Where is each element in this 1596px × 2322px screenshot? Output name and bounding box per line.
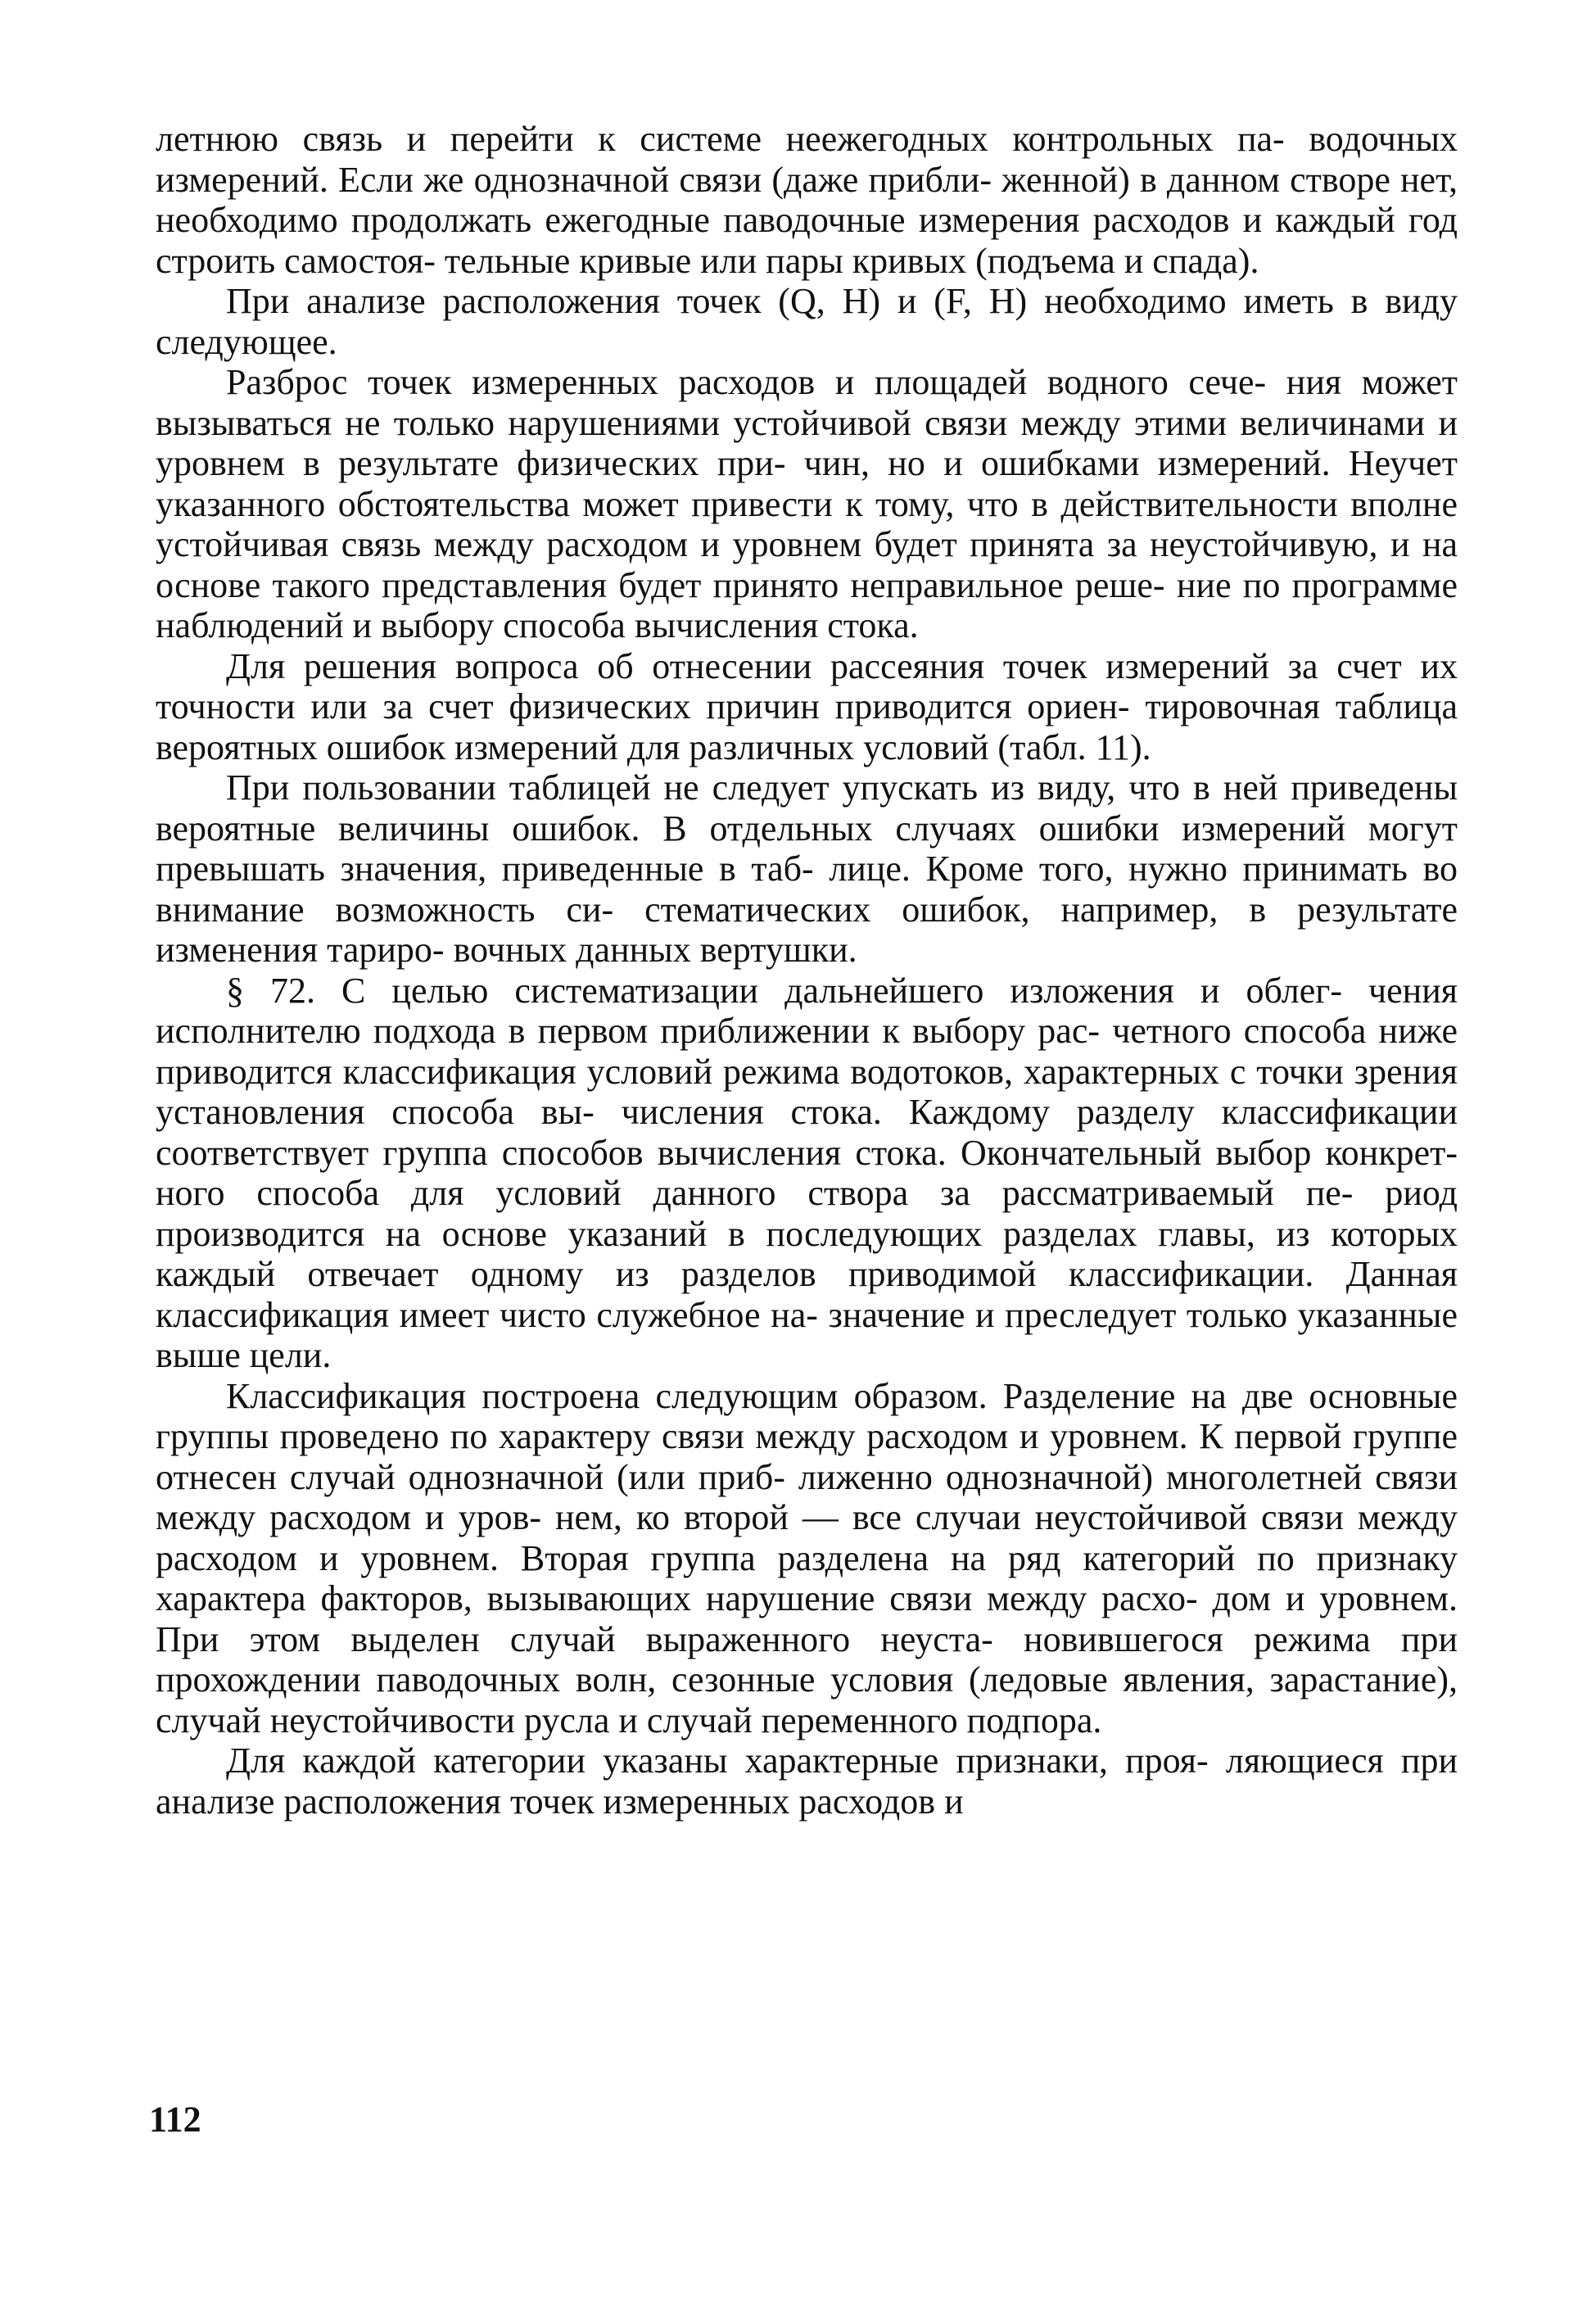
text-line: чин, но и ошибками измерений. Неучет указанного обстоятельства: [156, 443, 1458, 524]
text-line: новившегося режима при прохождении паводочных волн, сезонные: [156, 1618, 1458, 1700]
text-line: главы, из которых каждый отвечает одному из разделов приводимой: [156, 1213, 1458, 1294]
text-line: риод производится на основе указаний в последующих разделах: [156, 1173, 1458, 1254]
text-line: ния может вызываться не только нарушениями устойчивой связи: [156, 362, 1458, 443]
text-line: между этими величинами и уровнем в результате физических при-: [156, 402, 1458, 483]
text-line: Для каждой категории указаны характерные признаки, проя-: [226, 1740, 1209, 1781]
text-line: и уровнем. К первой группе отнесен случай однозначной (или приб-: [156, 1416, 1458, 1497]
text-line: русла и случай переменного подпора.: [523, 1700, 1102, 1740]
text-line: ного способа для условий данного створа за рассматриваемый пе-: [156, 1173, 1354, 1213]
text-line: нем, ко второй — все случаи неустойчивой связи между расходом: [156, 1497, 1458, 1578]
text-line: группа способов вычисления стока. Окончательный выбор конкрет-: [382, 1132, 1458, 1173]
text-line: две основные группы проведено по характеру связи между расходом: [156, 1375, 1458, 1456]
text-line: классификации. Данная классификация имеет чисто служебное на-: [156, 1254, 1458, 1335]
text-line: паводочные измерения расходов и каждый год строить самостоя-: [156, 200, 1458, 281]
paragraph-2: [156, 281, 1458, 362]
text-line: характера факторов, вызывающих нарушение связи между расхо-: [156, 1578, 1198, 1618]
text-line: водочных измерений. Если же однозначной связи (даже прибли-: [156, 119, 1458, 200]
text-line: иметь в виду следующее.: [156, 281, 1458, 362]
text-line: чения исполнителю подхода в первом приближении к выбору рас-: [156, 970, 1458, 1051]
paragraph-5: [156, 767, 1458, 971]
paragraph-8: [156, 1740, 1458, 1822]
text-line: лиженно однозначной) многолетней связи между расходом и уров-: [156, 1456, 1458, 1537]
text-line: Для решения вопроса об отнесении рассеяния точек измерений: [226, 645, 1269, 686]
text-line: в ней приведены вероятные величины ошибок. В отдельных случаях: [156, 767, 1458, 849]
text-line: условий (табл. 11).: [863, 726, 1151, 767]
text-line: женной) в данном створе нет, необходимо продолжать ежегодные: [156, 159, 1458, 240]
text-line: связь между расходом и уровнем будет принята за неустойчивую, и: [341, 524, 1410, 564]
paragraph-6: [156, 971, 1458, 1376]
text-line: стематических ошибок, например, в результате изменения тариро-: [156, 889, 1458, 970]
paragraph-7: [156, 1376, 1458, 1741]
text-line: При пользовании таблицей не следует упускать из виду, что: [226, 767, 1181, 808]
paragraph-4: [156, 646, 1458, 768]
text-line: При анализе расположения точек (Q, H) и (F, H) необходимо: [226, 281, 1227, 321]
text-line: условия (ледовые явления, зарастание), случай неустойчивости: [156, 1659, 1458, 1740]
text-line: ляющиеся при анализе расположения точек измеренных расходов и: [156, 1740, 1458, 1822]
text-line: может привести к тому, что в действительности вполне устойчивая: [156, 483, 1458, 564]
text-line: тировочная таблица вероятных ошибок измерений для различных: [156, 686, 1458, 767]
text-line: значение и преследует только указанные выше цели.: [156, 1294, 1458, 1375]
text-line: тельные кривые или пары кривых (подъема и спада).: [444, 240, 1259, 281]
text-line: за счет их точности или за счет физических причин приводится ориен-: [156, 645, 1458, 726]
text-line: § 72. С целью систематизации дальнейшего изложения и облег-: [226, 970, 1342, 1011]
text-line: водотоков, характерных с точки зрения установления способа вы-: [156, 1051, 1458, 1132]
text-line: лице. Кроме того, нужно принимать во внимание возможность си-: [156, 849, 1458, 930]
page-body: [156, 119, 1458, 1822]
text-line: Разброс точек измеренных расходов и площадей водного сече-: [226, 362, 1267, 402]
text-line: летнюю связь и перейти к системе неежегодных контрольных па-: [156, 119, 1285, 159]
text-line: и уровнем. Вторая группа разделена на ряд категорий по признаку: [319, 1537, 1458, 1578]
text-line: вочных данных вертушки.: [453, 930, 857, 970]
text-line: на основе такого представления будет принято неправильное реше-: [156, 524, 1458, 605]
text-line: Классификация построена следующим образом. Разделение на: [226, 1375, 1227, 1416]
text-line: ошибки измерений могут превышать значения, приведенные в таб-: [156, 808, 1458, 889]
paragraph-1: [156, 119, 1458, 281]
text-line: числения стока. Каждому разделу классификации соответствует: [156, 1092, 1458, 1173]
text-line: дом и уровнем. При этом выделен случай выраженного неуста-: [156, 1578, 1458, 1659]
text-line: четного способа ниже приводится классификация условий режима: [156, 1011, 1458, 1092]
page-number: 112: [149, 2099, 201, 2139]
paragraph-3: [156, 362, 1458, 646]
text-line: ние по программе наблюдений и выбору способа вычисления стока.: [156, 564, 1458, 645]
